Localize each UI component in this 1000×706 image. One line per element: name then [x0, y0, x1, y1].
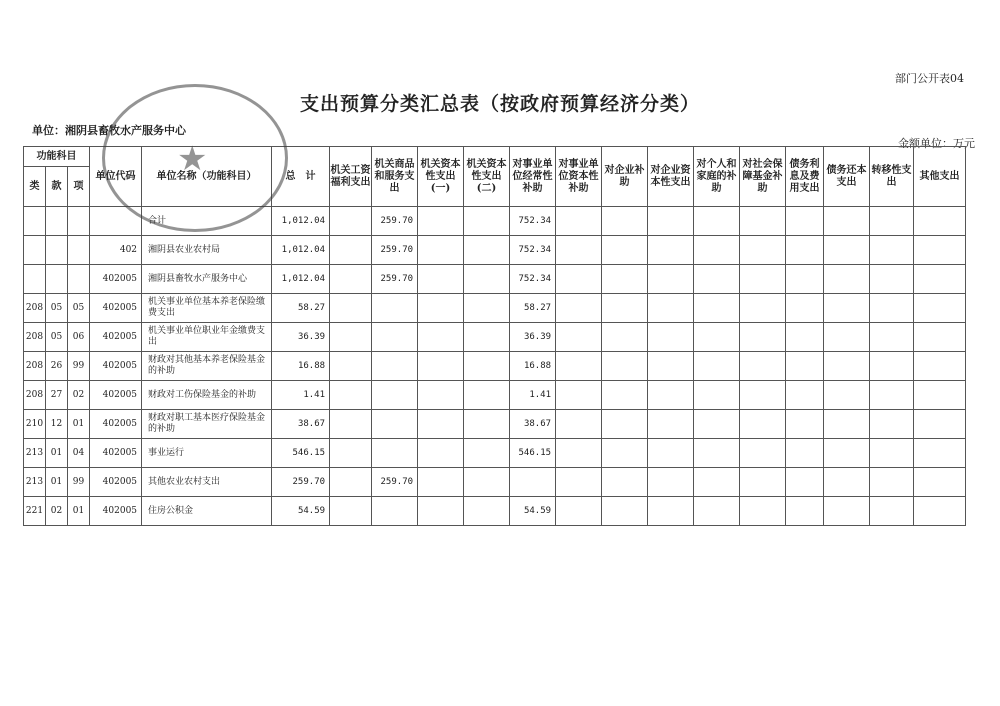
c8-cell: [648, 468, 694, 497]
c3-cell: [418, 381, 464, 410]
xiang-cell: 01: [68, 497, 90, 526]
c6-cell: [556, 352, 602, 381]
c9-cell: [694, 381, 740, 410]
c6-cell: [556, 497, 602, 526]
unit-label: 单位：湘阴县畜牧水产服务中心: [32, 124, 186, 137]
kuan-cell: 01: [46, 439, 68, 468]
xiang-cell: 02: [68, 381, 90, 410]
c5-cell: 38.67: [510, 410, 556, 439]
c14-cell: [914, 352, 966, 381]
c11-cell: [786, 439, 824, 468]
c10-cell: [740, 497, 786, 526]
c9-cell: [694, 352, 740, 381]
c10-cell: [740, 236, 786, 265]
c12-cell: [824, 468, 870, 497]
c8-cell: [648, 236, 694, 265]
c2-cell: [372, 381, 418, 410]
c2-cell: [372, 352, 418, 381]
c1-cell: [330, 410, 372, 439]
c7-cell: [602, 236, 648, 265]
c7-cell: [602, 497, 648, 526]
c14-cell: [914, 236, 966, 265]
col-header-9: 对个人和家庭的补助: [694, 147, 740, 207]
lei-cell: 210: [24, 410, 46, 439]
total-cell: 1,012.04: [272, 236, 330, 265]
col-header-8: 对企业资本性支出: [648, 147, 694, 207]
budget-table: [23, 146, 966, 526]
c12-cell: [824, 497, 870, 526]
c2-cell: 259.70: [372, 236, 418, 265]
table-row: [24, 352, 966, 381]
c7-cell: [602, 265, 648, 294]
table-row: [24, 497, 966, 526]
unit-name-cell: 合计: [142, 207, 272, 236]
unit-name-cell: 财政对职工基本医疗保险基金的补助: [142, 410, 272, 439]
c4-cell: [464, 381, 510, 410]
c7-cell: [602, 352, 648, 381]
c9-cell: [694, 265, 740, 294]
c6-cell: [556, 294, 602, 323]
c2-cell: 259.70: [372, 207, 418, 236]
unit-code-cell: [90, 207, 142, 236]
c4-cell: [464, 323, 510, 352]
c1-cell: [330, 323, 372, 352]
c13-cell: [870, 352, 914, 381]
c7-cell: [602, 439, 648, 468]
c11-cell: [786, 294, 824, 323]
table-row: [24, 410, 966, 439]
lei-cell: 208: [24, 381, 46, 410]
col-header-4: 机关资本性支出(二): [464, 147, 510, 207]
c14-cell: [914, 265, 966, 294]
table-row: [24, 439, 966, 468]
kuan-cell: [46, 207, 68, 236]
c4-cell: [464, 265, 510, 294]
money-unit-label: 金额单位：万元: [898, 137, 975, 150]
c11-cell: [786, 323, 824, 352]
c8-cell: [648, 439, 694, 468]
c3-cell: [418, 497, 464, 526]
kuan-cell: 05: [46, 323, 68, 352]
c11-cell: [786, 236, 824, 265]
unit-name-cell: 其他农业农村支出: [142, 468, 272, 497]
lei-cell: 213: [24, 439, 46, 468]
c14-cell: [914, 497, 966, 526]
c9-cell: [694, 294, 740, 323]
c13-cell: [870, 323, 914, 352]
unit-name-cell: 住房公积金: [142, 497, 272, 526]
c3-cell: [418, 352, 464, 381]
c3-cell: [418, 323, 464, 352]
c5-cell: 752.34: [510, 236, 556, 265]
total-cell: 54.59: [272, 497, 330, 526]
col-header-12: 债务还本支出: [824, 147, 870, 207]
c13-cell: [870, 410, 914, 439]
c3-cell: [418, 207, 464, 236]
c8-cell: [648, 294, 694, 323]
c6-cell: [556, 439, 602, 468]
lei-cell: 208: [24, 352, 46, 381]
unit-name-header: 单位名称（功能科目）: [142, 147, 272, 207]
c2-cell: [372, 294, 418, 323]
unit-code-cell: 402: [90, 236, 142, 265]
c9-cell: [694, 410, 740, 439]
c6-cell: [556, 265, 602, 294]
c1-cell: [330, 352, 372, 381]
unit-name-cell: 财政对其他基本养老保险基金的补助: [142, 352, 272, 381]
c1-cell: [330, 468, 372, 497]
table-row: [24, 265, 966, 294]
c3-cell: [418, 236, 464, 265]
col-header-10: 对社会保障基金补助: [740, 147, 786, 207]
c4-cell: [464, 236, 510, 265]
unit-code-cell: 402005: [90, 381, 142, 410]
xiang-header: 项: [68, 167, 90, 207]
xiang-cell: 99: [68, 468, 90, 497]
c11-cell: [786, 207, 824, 236]
c7-cell: [602, 294, 648, 323]
kuan-cell: 01: [46, 468, 68, 497]
c10-cell: [740, 381, 786, 410]
c11-cell: [786, 468, 824, 497]
c2-cell: [372, 497, 418, 526]
seal-star-icon: ★: [177, 139, 208, 179]
lei-cell: 221: [24, 497, 46, 526]
lei-cell: 208: [24, 323, 46, 352]
c1-cell: [330, 439, 372, 468]
lei-header: 类: [24, 167, 46, 207]
xiang-cell: 01: [68, 410, 90, 439]
c10-cell: [740, 265, 786, 294]
unit-code-cell: 402005: [90, 468, 142, 497]
kuan-cell: [46, 236, 68, 265]
c5-cell: 752.34: [510, 207, 556, 236]
unit-code-cell: 402005: [90, 323, 142, 352]
c10-cell: [740, 439, 786, 468]
c2-cell: 259.70: [372, 265, 418, 294]
total-cell: 38.67: [272, 410, 330, 439]
c8-cell: [648, 352, 694, 381]
c8-cell: [648, 265, 694, 294]
c7-cell: [602, 410, 648, 439]
unit-name-cell: 湘阴县畜牧水产服务中心: [142, 265, 272, 294]
c6-cell: [556, 410, 602, 439]
unit-code-cell: 402005: [90, 294, 142, 323]
c1-cell: [330, 497, 372, 526]
c2-cell: 259.70: [372, 468, 418, 497]
c5-cell: 58.27: [510, 294, 556, 323]
c13-cell: [870, 265, 914, 294]
unit-code-cell: 402005: [90, 352, 142, 381]
c4-cell: [464, 468, 510, 497]
total-cell: 546.15: [272, 439, 330, 468]
c6-cell: [556, 236, 602, 265]
table-row: [24, 323, 966, 352]
col-header-14: 其他支出: [914, 147, 966, 207]
unit-code-cell: 402005: [90, 410, 142, 439]
unit-code-cell: 402005: [90, 439, 142, 468]
kuan-cell: 02: [46, 497, 68, 526]
total-cell: 58.27: [272, 294, 330, 323]
c10-cell: [740, 294, 786, 323]
xiang-cell: 06: [68, 323, 90, 352]
c8-cell: [648, 381, 694, 410]
c6-cell: [556, 207, 602, 236]
func-subject-header: 功能科目: [24, 147, 90, 167]
c10-cell: [740, 468, 786, 497]
c11-cell: [786, 381, 824, 410]
col-header-13: 转移性支出: [870, 147, 914, 207]
c2-cell: [372, 410, 418, 439]
c11-cell: [786, 410, 824, 439]
kuan-cell: 26: [46, 352, 68, 381]
unit-name-cell: 湘阴县农业农村局: [142, 236, 272, 265]
c12-cell: [824, 410, 870, 439]
c11-cell: [786, 497, 824, 526]
c7-cell: [602, 207, 648, 236]
col-header-3: 机关资本性支出(一): [418, 147, 464, 207]
c3-cell: [418, 468, 464, 497]
xiang-cell: 04: [68, 439, 90, 468]
c11-cell: [786, 352, 824, 381]
kuan-cell: [46, 265, 68, 294]
c14-cell: [914, 410, 966, 439]
c3-cell: [418, 294, 464, 323]
total-cell: 259.70: [272, 468, 330, 497]
c3-cell: [418, 439, 464, 468]
kuan-cell: 27: [46, 381, 68, 410]
table-row: [24, 468, 966, 497]
c8-cell: [648, 410, 694, 439]
unit-code-cell: 402005: [90, 497, 142, 526]
c2-cell: [372, 439, 418, 468]
c9-cell: [694, 439, 740, 468]
c13-cell: [870, 381, 914, 410]
c5-cell: 752.34: [510, 265, 556, 294]
c12-cell: [824, 352, 870, 381]
c5-cell: 546.15: [510, 439, 556, 468]
col-header-6: 对事业单位资本性补助: [556, 147, 602, 207]
c1-cell: [330, 207, 372, 236]
c4-cell: [464, 497, 510, 526]
total-header: 总 计: [272, 147, 330, 207]
c11-cell: [786, 265, 824, 294]
c4-cell: [464, 294, 510, 323]
form-number: 部门公开表04: [895, 72, 964, 85]
c12-cell: [824, 439, 870, 468]
c14-cell: [914, 439, 966, 468]
c6-cell: [556, 468, 602, 497]
c9-cell: [694, 497, 740, 526]
table-row: [24, 294, 966, 323]
c4-cell: [464, 207, 510, 236]
c8-cell: [648, 207, 694, 236]
table-row: [24, 236, 966, 265]
c8-cell: [648, 497, 694, 526]
total-cell: 1,012.04: [272, 207, 330, 236]
total-cell: 16.88: [272, 352, 330, 381]
c4-cell: [464, 410, 510, 439]
c3-cell: [418, 265, 464, 294]
c12-cell: [824, 294, 870, 323]
kuan-cell: 12: [46, 410, 68, 439]
c8-cell: [648, 323, 694, 352]
c9-cell: [694, 468, 740, 497]
c6-cell: [556, 381, 602, 410]
c10-cell: [740, 352, 786, 381]
c5-cell: [510, 468, 556, 497]
c12-cell: [824, 381, 870, 410]
c14-cell: [914, 207, 966, 236]
lei-cell: 208: [24, 294, 46, 323]
unit-name-cell: 机关事业单位基本养老保险缴费支出: [142, 294, 272, 323]
c12-cell: [824, 265, 870, 294]
c5-cell: 16.88: [510, 352, 556, 381]
xiang-cell: 05: [68, 294, 90, 323]
lei-cell: 213: [24, 468, 46, 497]
table-row: [24, 381, 966, 410]
c9-cell: [694, 323, 740, 352]
c12-cell: [824, 236, 870, 265]
c13-cell: [870, 439, 914, 468]
col-header-11: 债务利息及费用支出: [786, 147, 824, 207]
c5-cell: 1.41: [510, 381, 556, 410]
c9-cell: [694, 236, 740, 265]
c5-cell: 54.59: [510, 497, 556, 526]
c10-cell: [740, 323, 786, 352]
c14-cell: [914, 294, 966, 323]
c12-cell: [824, 207, 870, 236]
c1-cell: [330, 381, 372, 410]
c13-cell: [870, 236, 914, 265]
xiang-cell: [68, 207, 90, 236]
c1-cell: [330, 265, 372, 294]
xiang-cell: [68, 236, 90, 265]
c14-cell: [914, 323, 966, 352]
unit-name-cell: 机关事业单位职业年金缴费支出: [142, 323, 272, 352]
c6-cell: [556, 323, 602, 352]
c5-cell: 36.39: [510, 323, 556, 352]
c7-cell: [602, 381, 648, 410]
c13-cell: [870, 294, 914, 323]
c1-cell: [330, 236, 372, 265]
unit-code-header: 单位代码: [90, 147, 142, 207]
col-header-5: 对事业单位经常性补助: [510, 147, 556, 207]
c10-cell: [740, 410, 786, 439]
c2-cell: [372, 323, 418, 352]
c14-cell: [914, 468, 966, 497]
c14-cell: [914, 381, 966, 410]
total-cell: 1.41: [272, 381, 330, 410]
unit-name-cell: 事业运行: [142, 439, 272, 468]
col-header-7: 对企业补助: [602, 147, 648, 207]
c1-cell: [330, 294, 372, 323]
col-header-1: 机关工资福利支出: [330, 147, 372, 207]
c13-cell: [870, 468, 914, 497]
kuan-cell: 05: [46, 294, 68, 323]
col-header-2: 机关商品和服务支出: [372, 147, 418, 207]
c7-cell: [602, 323, 648, 352]
c4-cell: [464, 352, 510, 381]
c4-cell: [464, 439, 510, 468]
total-cell: 36.39: [272, 323, 330, 352]
lei-cell: [24, 236, 46, 265]
c10-cell: [740, 207, 786, 236]
page-title: 支出预算分类汇总表（按政府预算经济分类）: [299, 93, 700, 115]
c12-cell: [824, 323, 870, 352]
lei-cell: [24, 207, 46, 236]
xiang-cell: 99: [68, 352, 90, 381]
c9-cell: [694, 207, 740, 236]
c3-cell: [418, 410, 464, 439]
table-row: [24, 207, 966, 236]
c7-cell: [602, 468, 648, 497]
unit-name-cell: 财政对工伤保险基金的补助: [142, 381, 272, 410]
unit-code-cell: 402005: [90, 265, 142, 294]
c13-cell: [870, 207, 914, 236]
lei-cell: [24, 265, 46, 294]
total-cell: 1,012.04: [272, 265, 330, 294]
kuan-header: 款: [46, 167, 68, 207]
c13-cell: [870, 497, 914, 526]
xiang-cell: [68, 265, 90, 294]
